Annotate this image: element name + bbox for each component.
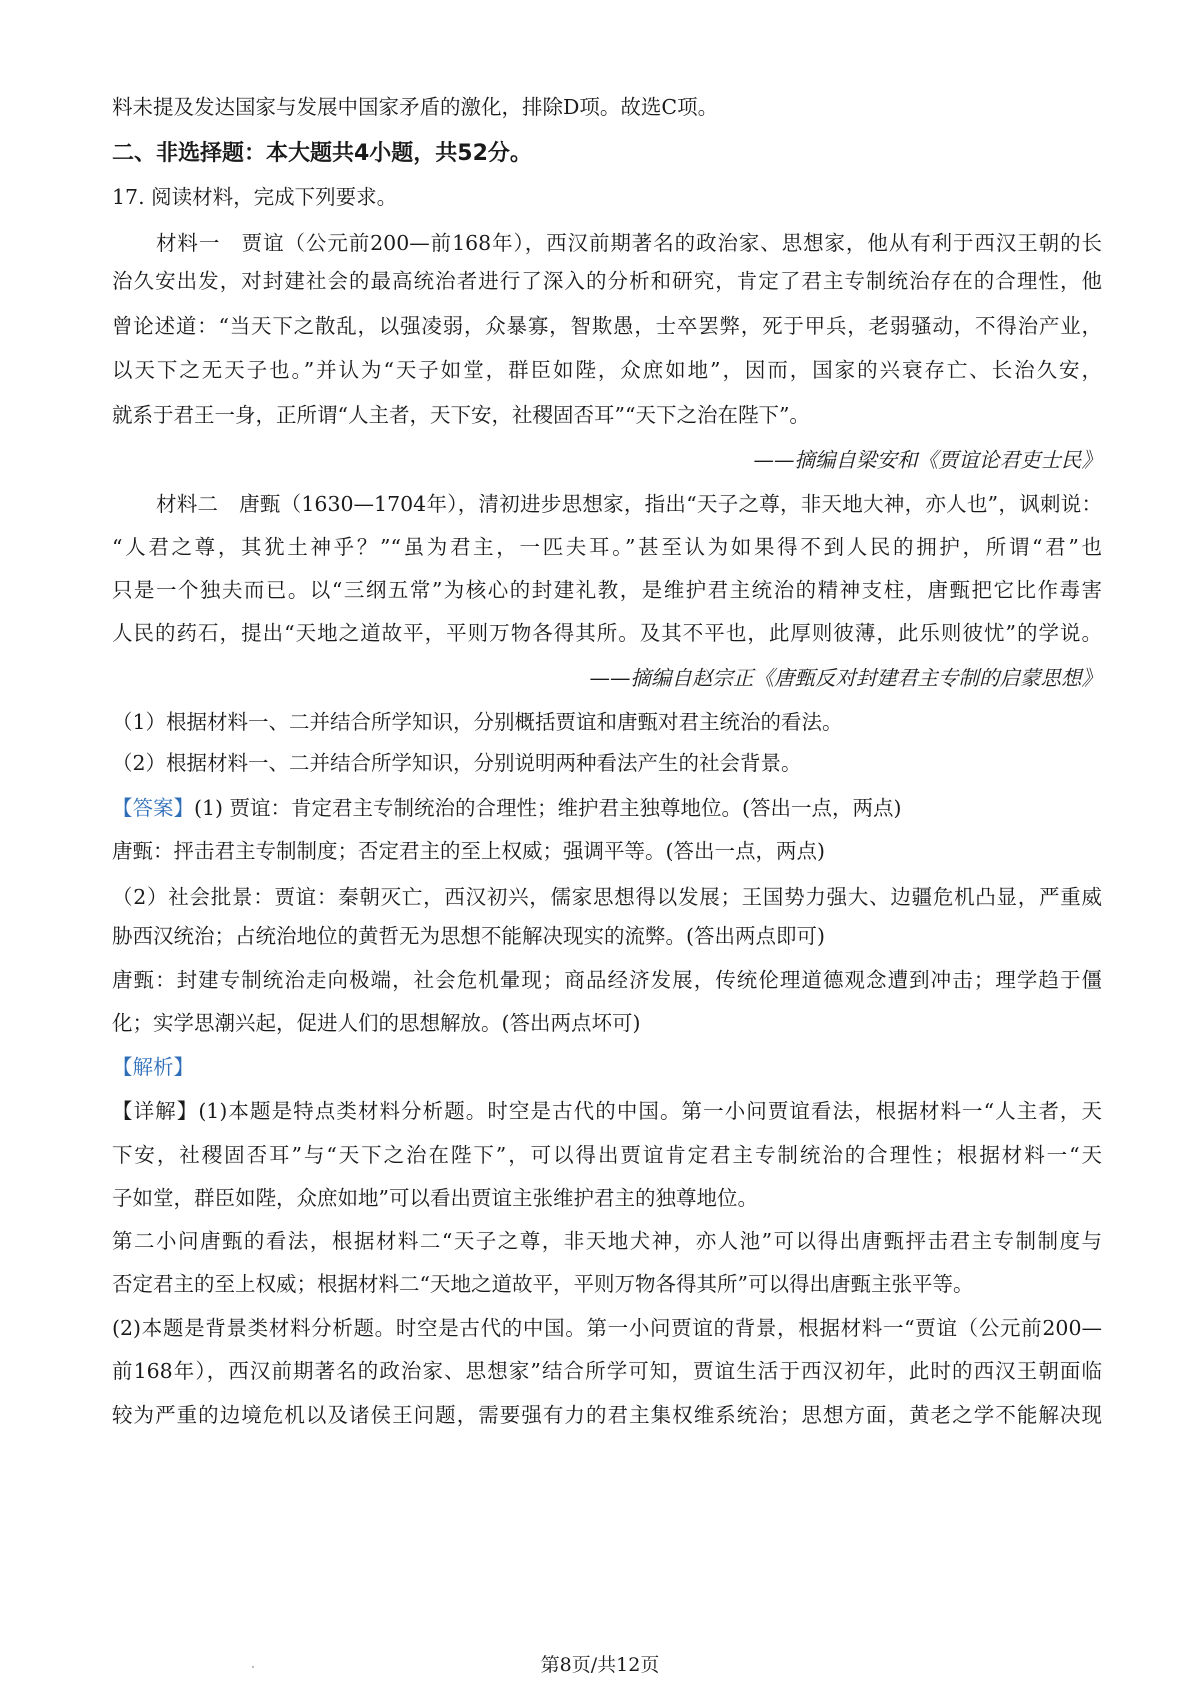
answer-text: (1) 贾谊：肯定君主专制统治的合理性；维护君主独尊地位。(答出一点，两点) — [194, 796, 902, 820]
material-one-line: 治久安出发，对封建社会的最高统治者进行了深入的分析和研究，肯定了君主专制统治存在的合理性，他 — [112, 269, 1102, 293]
sub-question-1: （1）根据材料一、二并结合所学知识，分别概括贾谊和唐甄对君主统治的看法。 — [112, 710, 843, 734]
analysis-line: (2)本题是背景类材料分析题。时空是古代的中国。第一小问贾谊的背景，根据材料一“贾谊（公元前200— — [112, 1316, 1102, 1340]
material-one-line: 就系于君王一身，正所谓“人主者，天下安，社稷固否耳”“天下之治在陛下”。 — [112, 403, 810, 427]
question-title: 17. 阅读材料，完成下列要求。 — [112, 185, 398, 209]
material-one-line: 以天下之无天子也。”并认为“天子如堂，群臣如陛，众庶如地”，因而，国家的兴衰存亡、长治久安， — [112, 358, 1102, 382]
sub-question-2: （2）根据材料一、二并结合所学知识，分别说明两种看法产生的社会背景。 — [112, 751, 802, 775]
material-two-line: “人君之尊，其犹土神乎？”“虽为君主，一匹夫耳。”甚至认为如果得不到人民的拥护，所谓“君”也 — [112, 535, 1102, 559]
analysis-line: 下安，社稷固否耳”与“天下之治在陛下”，可以得出贾谊肯定君主专制统治的合理性；根据材料一“天 — [112, 1143, 1102, 1167]
answer-line: （2）社会批景：贾谊：秦朝灭亡，西汉初兴，儒家思想得以发展；王国势力强大、边疆危机凸显，严重威 — [112, 885, 1102, 909]
answer-line: 胁西汉统治；占统治地位的黄哲无为思想不能解决现实的流弊。(答出两点即可) — [112, 924, 825, 948]
analysis-tag: 【解析】 — [112, 1055, 194, 1079]
material-one-line: 曾论述道：“当天下之散乱，以强凌弱，众暴寡，智欺愚，士卒罢弊，死于甲兵，老弱骚动，不得治产业， — [112, 314, 1102, 338]
material-one-line: 材料一 贾谊（公元前200—前168年），西汉前期著名的政治家、思想家，他从有利于西汉王朝的长 — [156, 231, 1102, 255]
analysis-line: 前168年），西汉前期著名的政治家、思想家”结合所学可知，贾谊生活于西汉初年，此时的西汉王朝面临 — [112, 1359, 1102, 1383]
page-number: 第8页/共12页 — [540, 1654, 660, 1676]
answer-line: 唐甄：封建专制统治走向极端，社会危机暈现；商品经济发展，传统伦理道德观念遭到冲击；理学趋于僵 — [112, 968, 1102, 992]
material-one-source: ——摘编自梁安和《贾谊论君吏士民》 — [753, 448, 1102, 472]
analysis-line: 第二小问唐甄的看法，根据材料二“天子之尊，非天地犬神，亦人池”可以得出唐甄抨击君主专制制度与 — [112, 1229, 1102, 1253]
section-heading: 二、非选择题：本大题共4小题，共52分。 — [112, 141, 532, 166]
answer-line — [112, 793, 1102, 823]
detail-text: (1)本题是特点类材料分析题。时空是古代的中国。第一小问贾谊看法，根据材料一“人主者，天 — [198, 1099, 1102, 1123]
material-two-source: ——摘编自赵宗正《唐甄反对封建君主专制的启蒙思想》 — [589, 666, 1102, 690]
analysis-line: 较为严重的边境危机以及诸侯王问题，需要强有力的君主集权维系统治；思想方面，黄老之学不能解决现 — [112, 1403, 1102, 1427]
analysis-line: 否定君主的至上权威；根据材料二“天地之道故平，平则万物各得其所”可以得出唐甄主张平等。 — [112, 1272, 974, 1296]
answer-line: 唐甄：抨击君主专制制度；否定君主的至上权威；强调平等。(答出一点，两点) — [112, 839, 825, 863]
analysis-line: 子如堂，群臣如陛，众庶如地”可以看出贾谊主张维护君主的独尊地位。 — [112, 1186, 758, 1210]
material-two-line: 人民的药石，提出“天地之道故平，平则万物各得其所。及其不平也，此厚则彼薄，此乐则彼忧”的学说。 — [112, 621, 1102, 645]
detail-tag: 【详解】 — [112, 1099, 199, 1123]
analysis-line — [112, 1096, 1102, 1126]
material-two-line: 只是一个独夫而已。以“三纲五常”为核心的封建礼教，是维护君主统治的精神支柱，唐甄把它比作毒害 — [112, 578, 1102, 602]
material-two-line: 材料二 唐甄（1630—1704年），清初进步思想家，指出“天子之尊，非天地大神，亦人也”，讽刺说： — [156, 492, 1102, 516]
text-line: 料未提及发达国家与发展中国家矛盾的激化，排除D项。故选C项。 — [112, 95, 719, 119]
answer-line: 化；实学思潮兴起，促进人们的思想解放。(答出两点坏可) — [112, 1011, 641, 1035]
answer-tag: 【答案】 — [112, 796, 194, 820]
